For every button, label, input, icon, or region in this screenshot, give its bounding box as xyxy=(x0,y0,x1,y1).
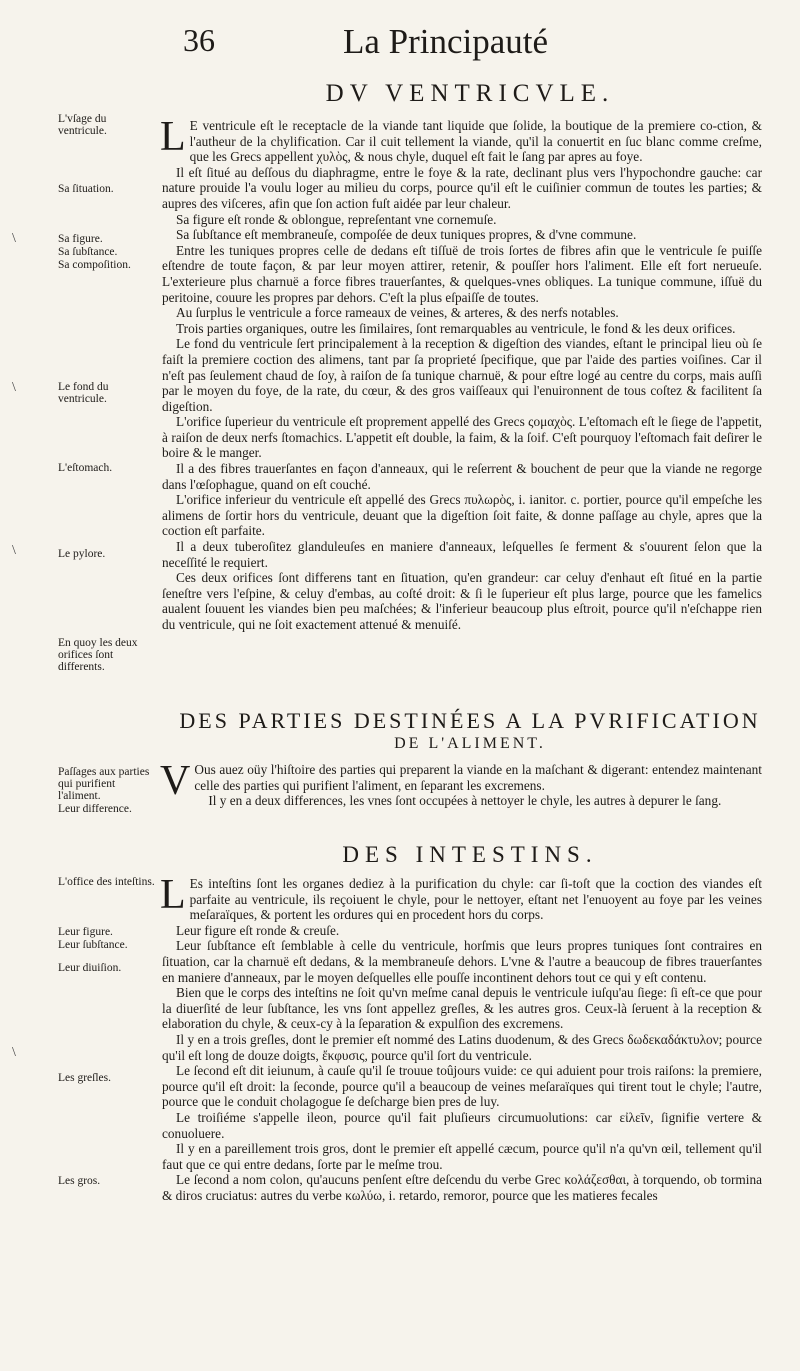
paragraph: L Es inteſtins ſont les organes dediez à la purification du chyle: car ſi-toſt que la coction des viandes eſt parfaite au ventricule, ils reçoiuent le chyle, pour le nettoyer, eſtant net l'enuoyent au foye par les veines meſaraïques, & portent les ordures qui en procedent hors du corps. xyxy=(160,872,762,923)
margin-note: Leur diuiſion. xyxy=(58,962,122,974)
margin-note: Sa ſubſtance. xyxy=(58,246,118,258)
margin-note: L'office des inteſtins. xyxy=(58,876,155,888)
paragraph: Entre les tuniques propres celle de dedans eſt tiſſuë de trois ſortes de fibres afin que le ventricule ſe puiſſe eſtendre de toute façon, & par leur moyen attirer, retenir, & pouſſer hors l'aliment. Elle eſt fort nerueuſe. L'exterieure plus charnuë a force fibres trauerſantes, & quelques-vnes obliques. La tunique commune, iſſuë du peritoine, couure les propres par dehors. C'eſt la plus eſpaiſſe de toutes. xyxy=(162,242,762,305)
section-title-intestins: DES INTESTINS. xyxy=(342,842,598,867)
margin-note: Sa compoſition. xyxy=(58,259,131,271)
drop-cap: L xyxy=(160,114,186,160)
paragraph: L'orifice inferieur du ventricule eſt appellé des Grecs πυλωρὸς, i. ianitor. c. portier, pource qu'il empeſche les alimens de ſortir hors du ventricule, deuant que la digeſtion ſoit faite, & donne paſſage au chyle, apres que la coction eſt parfaite. xyxy=(162,492,762,539)
paragraph: Leur figure eſt ronde & creuſe. xyxy=(176,922,340,938)
paragraph: Sa ſubſtance eſt membraneuſe, compoſée de deux tuniques propres, & d'vne commune. xyxy=(176,227,637,243)
margin-note: En quoy les deux orifices ſont differents. xyxy=(58,637,138,673)
margin-dash-mark: \ xyxy=(12,380,16,395)
page-number: 36 xyxy=(183,22,215,58)
margin-note: Leur figure. xyxy=(58,926,113,938)
drop-cap: L xyxy=(160,872,186,918)
paragraph: Ces deux orifices ſont differens tant en ſituation, qu'en grandeur: car celuy d'enhaut eſt ſitué en la partie ſeneſtre vers l'eſpine, & celuy d'embas, au coſté droit: & ſi le ſuperieur eſt plus large, pource que les famelics aualent ſouuent les viandes bien peu maſchées; & l'inferieur beaucoup plus eſtroit, pource qu'il n'eſchappe rien du ventricule, qui ne ſoit exactement attenué & menuiſé. xyxy=(162,570,762,632)
paragraph: Le troiſiéme s'appelle ileon, pource qu'il fait pluſieurs circumuolutions: car εἰλεῖν, ſignifie vertere & conuoluere. xyxy=(162,1109,762,1141)
margin-note: Leur difference. xyxy=(58,803,132,815)
paragraph: Le ſecond eſt dit ieiunum, à cauſe qu'il ſe trouue toûjours vuide: ce qui aduient pour trois raiſons: la premiere, pource qu'il eſt droit: la ſeconde, pource qu'il a beaucoup de veines meſaraïques qui tirent tout le chyle; l'autre, pource que le conduit cholagogue ſe deſcharge bien pres de luy. xyxy=(162,1063,762,1110)
section-body-ventricule xyxy=(160,114,762,633)
paragraph: Il y en a deux differences, les vnes ſont occupées à nettoyer le chyle, les autres à depurer le ſang. xyxy=(208,793,722,809)
running-title: La Principauté xyxy=(343,22,549,61)
paragraph: Il a des fibres trauerſantes en façon d'anneaux, qui le reſerrent & bouchent de peur que la viande ne regorge dans l'œſophague, quand on eſt couché. xyxy=(162,461,762,492)
margin-note: Les greſles. xyxy=(58,1072,112,1084)
margin-note: Sa ſituation. xyxy=(58,183,114,195)
paragraph: Bien que le corps des inteſtins ne ſoit qu'vn meſme canal depuis le ventricule iuſqu'au ſiege: ſi eſt-ce que pour la diuerſité de leur ſubſtance, les vns ſont appellez greſles, & les autres gros. Ceux-là ſeruent à la reception & elaboration du chyle, & ceux-cy à la ſeparation & expulſion des excremens. xyxy=(162,985,762,1032)
section-subtitle-purification: DE L'ALIMENT. xyxy=(394,735,546,752)
paragraph: Trois parties organiques, outre les ſimilaires, ſont remarquables au ventricule, le fond & les deux orifices. xyxy=(176,320,736,336)
margin-note: Paſſages aux parties qui purifient l'aliment. xyxy=(58,766,150,802)
margin-note: Leur ſubſtance. xyxy=(58,939,128,951)
paragraph: Le fond du ventricule ſert principalement à la reception & digeſtion des viandes, eſtant le principal lieu où ſe faiſt la premiere coction des alimens, tant par ſa proprieté ſpecifique, que par l'aide des parties voiſines. Car il n'eſt pas ſeulement chaud de ſoy, à raiſon de ſa tunique charnuë, & pour eſtre logé au centre du corps, mais auſſi par le moyen du foye, de la rate, du cœur, & des gros vaiſſeaux qui l'enuironnent de tous coſtez & facilitent ſa digeſtion. xyxy=(162,336,762,414)
paragraph: V Ous auez oüy l'hiſtoire des parties qui preparent la viande en la maſchant & digerant: entendez maintenant celle des parties qui purifient l'aliment, en ſeparant les excremens. xyxy=(160,758,762,804)
paragraph: Il a deux tuberoſitez glanduleuſes en maniere d'anneaux, leſquelles ſe ferment & s'ouurent ſelon que la neceſſité le requiert. xyxy=(162,539,762,570)
paragraph: Il y en a trois greſles, dont le premier eſt nommé des Latins duodenum, & des Grecs δωδεκαδάκτυλον; pource qu'il eſt long de douze doigts, ἔκφυσις, pource qu'il ſort du ventricule. xyxy=(162,1031,762,1063)
drop-cap: V xyxy=(160,758,191,804)
paragraph: Il eſt ſitué au deſſous du diaphragme, entre le foye & la rate, declinant plus vers l'hypochondre gauche: car nature prouide l'a voulu loger au milieu du corps, pource qu'il eſt le cuiſinier commun de toutes les parties; & aupres des viſceres, afin que ſon action fuſt aidée par leur chaleur. xyxy=(162,164,762,211)
section-title-purification: DES PARTIES DESTINÉES A LA PVRIFICATION xyxy=(179,708,761,733)
paragraph: L E ventricule eſt le receptacle de la viande tant liquide que ſolide, la boutique de la premiere co-ction, & l'autheur de la chylification. Car il cuit tellement la viande, qu'il la conuertit en ſuc blanc comme creſme, que les Grecs appellent χυλὸς, & nous chyle, duquel eſt fait le ſang par apres au foye. xyxy=(160,114,762,165)
margin-note: L'vſage du ventricule. xyxy=(58,113,107,137)
paragraph: Au ſurplus le ventricule a force rameaux de veines, & arteres, & des nerfs notables. xyxy=(176,305,619,321)
section-title-ventricule: DV VENTRICVLE. xyxy=(325,80,615,107)
margin-note: Le fond du ventricule. xyxy=(58,381,109,405)
margin-note: L'eſtomach. xyxy=(58,462,113,474)
section-body-intestins xyxy=(160,872,762,1203)
paragraph: Il y en a pareillement trois gros, dont le premier eſt appellé cæcum, pource qu'il n'a qu'vn œil, tellement qu'il faut que ce qui entre dedans, ſorte par le meſme trou. xyxy=(162,1141,762,1172)
margin-dash-mark: \ xyxy=(12,231,16,246)
margin-note: Les gros. xyxy=(58,1175,101,1187)
page-header xyxy=(0,22,800,72)
paragraph: Leur ſubſtance eſt ſemblable à celle du ventricule, horſmis que leurs propres tuniques ſont contraires en ſituation, car la charnuë eſt dedans, & la membraneuſe dehors. L'vne & l'autre a beaucoup de fibres trauerſantes en maniere d'anneaux, par le moyen deſquelles elle pouſſe incontinent dehors tout ce qui y eſt contenu. xyxy=(162,938,762,985)
paragraph: L'orifice ſuperieur du ventricule eſt proprement appellé des Grecs ςομαχὸς. L'eſtomach eſt le ſiege de l'appetit, à raiſon de deux nerfs ſtomachics. L'appetit eſt double, la faim, & la ſoif. C'eſt pourquoy l'eſtomach fait deſirer le boire & le manger. xyxy=(162,414,762,461)
margin-dash-mark: \ xyxy=(12,543,16,558)
margin-note: Le pylore. xyxy=(58,548,106,560)
margin-note: Sa figure. xyxy=(58,233,103,245)
paragraph: Sa figure eſt ronde & oblongue, repreſentant vne cornemuſe. xyxy=(176,211,497,227)
paragraph: Le ſecond a nom colon, qu'aucuns penſent eſtre deſcendu du verbe Grec κολάζεσθαι, à torquendo, ob tormina & diros cruciatus: autres du verbe κωλύω, i. retardo, remoror, pource que les matieres fecales xyxy=(162,1172,762,1203)
section-body-purification xyxy=(160,758,762,809)
margin-dash-mark: \ xyxy=(12,1045,16,1060)
